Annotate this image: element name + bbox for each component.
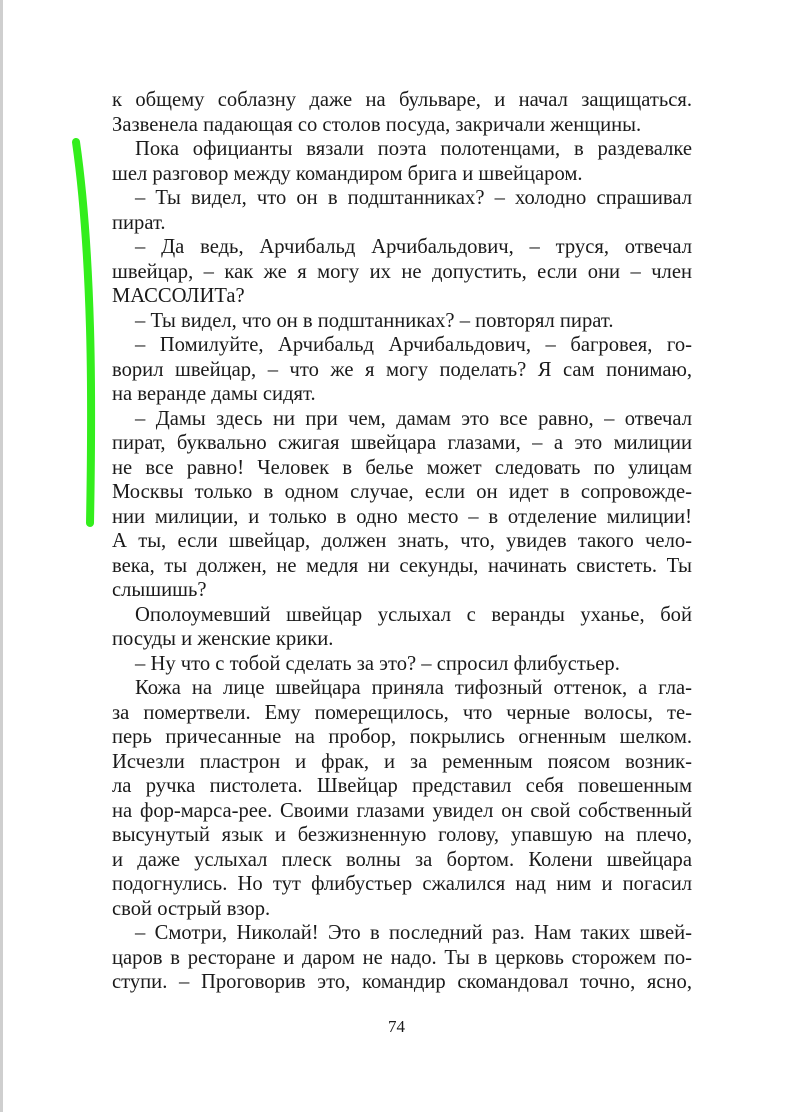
text-line: не все равно! Человек в белье может следовать по улицам — [112, 456, 692, 479]
text-line: – Да ведь, Арчибальд Арчибальдович, – труся, отвечал — [135, 236, 692, 258]
page-edge — [0, 0, 3, 1112]
text-line: Ополоумевший швейцар услыхал с веранды уханье, бой — [135, 603, 692, 626]
text-line: – Смотри, Николай! Это в последний раз. Нам таких швей- — [135, 922, 692, 944]
text-line: на веранде дамы сидят. — [112, 383, 316, 405]
text-line: к общему соблазну даже на бульваре, и начал защищаться. — [112, 89, 692, 111]
text-line: на фор-марса-рее. Своими глазами увидел он свой собственный — [112, 799, 692, 822]
text-line: ворил швейцар, – что же я могу поделать? Я сам понимаю, — [112, 358, 692, 381]
green-marker-line-icon — [70, 138, 110, 538]
text-line: Зазвенела падающая со столов посуда, закричали женщины. — [112, 113, 642, 136]
text-line: МАССОЛИТа? — [112, 285, 245, 307]
text-line: швейцар, – как же я могу их не допустить, если они – член — [112, 260, 692, 283]
text-line: царов в ресторане и даром не надо. Ты в церковь сторожем по- — [112, 946, 692, 969]
text-line: подогнулись. Но тут флибустьер сжалился над ним и погасил — [112, 873, 692, 895]
body-text — [112, 88, 692, 995]
text-line: посуды и женские крики. — [112, 628, 334, 650]
text-line: шел разговор между командиром брига и швейцаром. — [112, 162, 583, 185]
text-line: А ты, если швейцар, должен знать, что, увидев такого чело- — [112, 530, 692, 552]
text-line: – Помилуйте, Арчибальд Арчибальдович, – багровея, го- — [135, 334, 692, 356]
text-line: пират. — [112, 211, 166, 234]
text-line: за помертвели. Ему померещилось, что черные волосы, те- — [112, 701, 692, 724]
text-line: – Ну что с тобой сделать за это? – спросил флибустьер. — [135, 652, 620, 675]
text-line: Москвы только в одном случае, если он идет в сопровожде- — [112, 481, 692, 503]
text-line: ла ручка пистолета. Швейцар представил себя повешенным — [112, 775, 692, 797]
text-line: пират, буквально сжигая швейцара глазами, – а это милиции — [112, 432, 692, 454]
page-number: 74 — [388, 1017, 405, 1036]
text-line: Пока официанты вязали поэта полотенцами, в раздевалке — [135, 138, 692, 160]
text-line: слышишь? — [112, 579, 207, 601]
text-line: – Дамы здесь ни при чем, дамам это все равно, – отвечал — [135, 407, 692, 430]
text-line: перь причесанные на пробор, покрылись огненным шелком. — [112, 726, 692, 748]
text-line: и даже услыхал плеск волны за бортом. Колени швейцара — [112, 848, 692, 871]
text-line: – Ты видел, что он в подштанниках? – повторял пират. — [135, 309, 614, 332]
text-line: Исчезли пластрон и фрак, и за ременным поясом возник- — [112, 750, 692, 773]
text-line: свой острый взор. — [112, 897, 271, 920]
text-line: ступи. – Проговорив это, командир скомандовал точно, ясно, — [112, 971, 692, 993]
text-line: нии милиции, и только в одно место – в отделение милиции! — [112, 505, 692, 528]
text-line: века, ты должен, не медля ни секунды, начинать свистеть. Ты — [112, 554, 692, 577]
text-line: высунутый язык и безжизненную голову, упавшую на плечо, — [112, 824, 692, 846]
text-line: Кожа на лице швейцара приняла тифозный оттенок, а гла- — [135, 677, 692, 699]
text-line: – Ты видел, что он в подштанниках? – холодно спрашивал — [135, 187, 692, 209]
